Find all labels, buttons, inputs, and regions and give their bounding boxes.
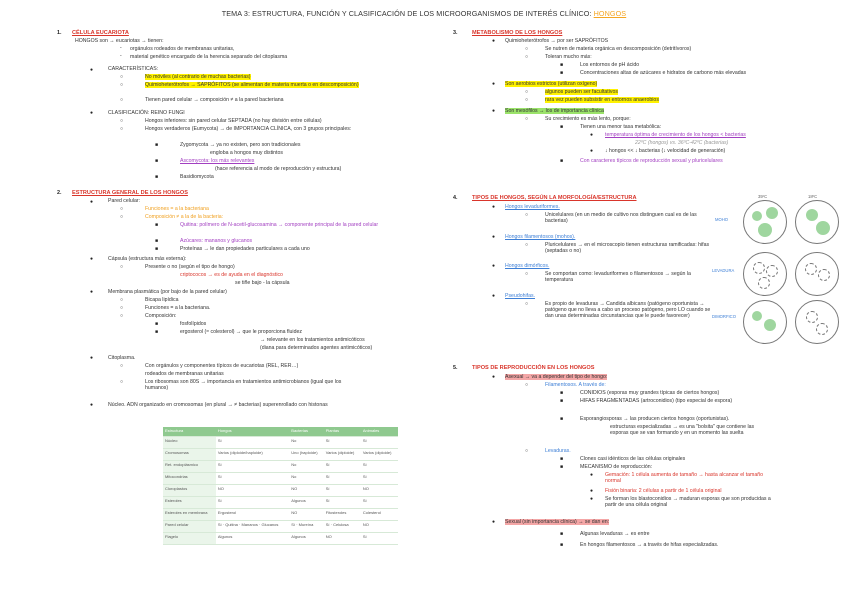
text-line: Funciones = a la bacteriana [145,206,209,212]
table-cell: Sí [361,437,398,449]
table-cell: Esteroles en membrana [163,509,216,521]
text-line: rodeados de membranas unitarias [145,371,224,377]
text-line: Bicapa lipídica [145,297,179,303]
text-line: Azúcares: mananos y glucanos [180,238,253,244]
section-number: 3. [453,30,458,36]
table-cell: Sí [361,533,398,545]
text-line: Citoplasma. [108,355,136,361]
table-cell: Esteroles [163,497,216,509]
text-line: Composición ≠ a la de la bacteria: [145,214,224,220]
table-cell: Algunos [289,497,323,509]
table-cell: NO [324,533,361,545]
text-line: MECANISMO de reproducción: [580,464,653,470]
text-line: Se comportan como: levaduriformes o filamentosos → según la temperatura [545,271,691,283]
table-cell: NO [216,485,289,497]
text-line: (hace referencia al modo de reproducción y estructura) [215,166,342,172]
text-line: ergosterol (≈ colesterol) → que le proporciona fluidez [180,329,302,335]
text-line: Los ribosomas son 80S → importancia en tratamientos antimicrobianos (igual que los humanos) [145,379,342,391]
text-line: Funciones = a la bacteriana. [145,305,211,311]
document-page: TEMA 3: ESTRUCTURA, FUNCIÓN Y CLASIFICACIÓN DE LOS MICROORGANISMOS DE INTERÉS CLÍNICO: HONGOS 1. CÉLULA EUCARIOTA HONGOS son → eucariotas → tienen: - orgánulos rodeados de membranas unitarias, - material genético encargado de la herencia separado del citoplasma ● CARACTERÍSTICAS: ○ No móviles (al contrario de muchas bacterias) ○ Quimioheterótrofos → SAPRÓFITOS (se alimentan de materia muerta o en descomposición) ○ Tienen pared celular → composición ≠ a la pared bacteriana ● CLASIFICACIÓN: REINO FUNGI ○ Hongos inferiores: sin pared celular SEPTADA (no hay división entre células) ○ Hongos verdaderos (Eumycota) → de IMPORTANCIA CLÍNICA, con 3 grupos principales: ■ Zygomycota → ya no existen, pero son tradicionales engloba a hongos muy distintos ■ Ascomycota: los más relevantes (hace referencia al modo de reproducción y estructura) ■ Basidiomycota 2. ESTRUCTURA GENERAL DE LOS HONGOS ● Pared celular: ○ Funciones = a la bacteriana ○ Composición ≠ a la de la bacteria: ■ Quitina: polímero de N-acetil-glucosamina → componente principal de la pared celular ■ Azúcares: mananos y glucanos ■ Proteínas → le dan propiedades particulares a cada uno ● Cápsula (estructura más externa): ○ Presente o no (según el tipo de hongo) criptococos → es de ayuda en el diagnóstico se tiñe bajo - la cápsula ● Membrana plasmática (por bajo de la pared celular) ○ Bicapa lipídica ○ Funciones = a la bacteriana. ○ Composición: ■ fosfolípidos ■ ergosterol (≈ colesterol) → que le proporciona fluidez → relevante en los tratamientos antimicóticos (diana para determinados agentes antimicóticos) ● Citoplasma. ○ Con orgánulos y componentes típicos de eucariotas (REL, RER…) rodeados de membranas unitarias ○ Los ribosomas son 80S → importancia en tratamientos antimicrobianos (igual que los humanos) ● Núcleo. ADN organizado en cromosomas (en plural → ≠ bacterias) superenrollado con histonas Estructura Hongos Bacterias Plantas Animales Núcleo Sí No Sí Sí Cromosomas Varios (diploide/haploide) Uno (haploide) Varios (diploide) Varios (diploide) Ret. endoplásmico Sí No Sí Sí Mitocondrias Sí No Sí Sí Cloroplastos NO NO Sí NO Esteroles Sí Algunos Sí Sí Esteroles en membrana Ergosterol NO Fitosteroles Colesterol Pared celular Sí · Quitina · Mananos · Glucanos Sí · Mureína Sí · Celulosa NO Flagelo Algunos Algunos NO Sí 3. METABOLISMO DE LOS HONGOS ● Quimioheterótrofos → por ser SAPRÓFITOS ○ Se nutren de materia orgánica en descomposición (detritívoros) ○ Toleran mucho más: ■ Los entornos de pH ácido ■ Concentraciones altas de azúcares e hidratos de carbono más elevadas ● Son aerobios estrictos (utilizan oxígeno) ○ algunos pueden ser facultativos ○ rara vez pueden subsistir en entornos anaerobios ● Son mesófilos → los de importancia clínica ○ Su crecimiento es más lento, porque: ■ Tienen una menor tasa metabólica: ● temperatura óptima de crecimiento de los hongos < bacterias 22ºC (hongos) vs. 36ºC-42ºC (bacterias) ● ↓ hongos << ↓ bacterias (↓ velocidad de generación) ■ Con caracteres típicos de reproducción sexual y pluricelulares 4. TIPOS DE HONGOS, SEGÚN LA MORFOLOGÍA/ESTRUCTURA ● Hongos levaduriformes. ○ Unicelulares (en un medio de cultivo nos distinguen cual es de las bacterias) ● Hongos filamentosos (mohos). ○ Pluricelulares → en el microscopio tienen estructuras ramificadas: hifas (septadas o no) ● Hongos dimórficos. ○ Se comportan como: levaduriformes o filamentosos → según la temperatura ● Pseudohifas. ○ Es propio de levaduras → Candida albicans (patógeno oportunista → patógeno que no lleva a cabo un proceso patógeno, pero LO cuando se dan unas determinadas circunstancias que le puede favorecer) 35ºC 18ºC MOHO LEVADURA DIMORFICO 5. TIPOS DE REPRODUCCIÓN EN LOS HONGOS ● Asexual → va a depender del tipo de hongo: ○ Filamentosos. A través de: ■ CONIDIOS (esporas muy grandes típicas de ciertos hongos) ■ HIFAS FRAGMENTADAS (artroconidios) (tipo especial de espora) ■ Esporangiosporas → las producen ciertos hongos (oportunistas). estructuras especializadas → es una "bolsita" que contiene las esporas que se van formando y en un momento las suelta ○ Levaduras. ■ Clones casi idénticos de las células originales ■ MECANISMO de reproducción: ● Gemación: 1 célula aumenta de tamaño → hasta alcanzar el tamaño normal ● Fisión binaria: 2 células a partir de 1 célula original ● Se forman los blastoconidios → maduran esporas que son producidas a partir de una célula original ● Sexual (sin importancia clínica) → se dan en: ■ Algunas levaduras → es entre ■ En hongos filamentosos → a través de hifas especializadas. [0,0,848,600]
table-row [163,533,398,545]
section-1-title: CÉLULA EUCARIOTA [72,30,129,36]
text-line: orgánulos rodeados de membranas unitarias, [130,46,235,52]
table-cell: Sí [216,461,289,473]
fig-label: 35ºC [758,194,768,199]
section-number: 1. [57,30,62,36]
text-line: (diana para determinados agentes antimicóticos) [260,345,373,351]
fig-label: 18ºC [808,194,818,199]
text-line: Sexual (sin importancia clínica) → se dan en: [505,519,610,525]
text-line: Quimioheterótrofos → por ser SAPRÓFITOS [505,38,609,44]
table-cell: Sí [324,473,361,485]
table-cell: No [289,461,323,473]
text-line: Zygomycota → ya no existen, pero son tradicionales [180,142,301,148]
text-line: Hongos levaduriformes. [505,204,560,210]
text-line: material genético encargado de la herencia separado del citoplasma [130,54,288,60]
text-line: Es propio de levaduras → Candida albicans (patógeno oportunista → patógeno que no lleva a cabo un proceso patógeno, pero LO cuando se dan unas determinadas circunstancias que le puede favorecer) [545,301,711,319]
text-line: Asexual → va a depender del tipo de hongo: [505,374,608,380]
text-line: Hongos dimórficos. [505,263,550,269]
text-line: Composición: [145,313,177,319]
text-line: Su crecimiento es más lento, porque: [545,116,631,122]
table-row [163,437,398,449]
text-line: Quitina: polímero de N-acetil-glucosamina → componente principal de la pared celular [180,222,379,228]
table-cell: NO [289,509,323,521]
table-row [163,497,398,509]
text-line: Presente o no (según el tipo de hongo) [145,264,235,270]
table-cell: Algunos [289,533,323,545]
text-line: → relevante en los tratamientos antimicóticos [260,337,365,343]
table-cell: Fitosteroles [324,509,361,521]
text-line: Con caracteres típicos de reproducción sexual y pluricelulares [580,158,723,164]
table-cell: Cloroplastos [163,485,216,497]
petri-dish-icon [795,300,839,344]
table-cell: Sí [361,461,398,473]
table-cell: No [289,437,323,449]
table-header-row: Estructura Hongos Bacterias Plantas Animales [163,427,398,437]
table-cell: Varios (diploide/haploide) [216,449,289,461]
text-line: algunos pueden ser facultativos [545,89,618,95]
table-cell: Varios (diploide) [324,449,361,461]
text-line: Son mesófilos → los de importancia clínica [505,108,604,114]
text-line: Se forman los blastoconidios → maduran esporas que son producidas a partir de una célula original [605,496,771,508]
fig-label: DIMORFICO [712,314,736,319]
petri-dish-icon [743,300,787,344]
section-3-title: METABOLISMO DE LOS HONGOS [472,30,563,36]
table-cell: Pared celular [163,521,216,533]
text-line: estructuras especializadas → es una "bolsita" que contiene las esporas que se van formando y en un momento las suelta [610,424,755,436]
table-cell: Sí [216,473,289,485]
table-cell: Cromosomas [163,449,216,461]
text-line: se tiñe bajo - la cápsula [235,280,290,286]
text-line: Algunas levaduras → es entre [580,531,650,537]
text-line: Hongos verdaderos (Eumycota) → de IMPORTANCIA CLÍNICA, con 3 grupos principales: [145,126,352,132]
section-number: 5. [453,365,458,371]
text-line: Se nutren de materia orgánica en descomposición (detritívoros) [545,46,692,52]
text-line: Fisión binaria: 2 células a partir de 1 célula original [605,488,722,494]
text-line: Levaduras. [545,448,571,454]
text-line: CLASIFICACIÓN: REINO FUNGI [108,110,185,116]
section-4-title: TIPOS DE HONGOS, SEGÚN LA MORFOLOGÍA/ESTRUCTURA [472,195,637,201]
table-cell: Sí [324,437,361,449]
text-line: ↓ hongos << ↓ bacterias (↓ velocidad de generación) [605,148,726,154]
text-line: Pseudohifas. [505,293,535,299]
text-line: Ascomycota: los más relevantes [180,158,255,164]
text-line: rara vez pueden subsistir en entornos anaerobios [545,97,659,103]
text-line: Son aerobios estrictos (utilizan oxígeno) [505,81,598,87]
text-line: Pared celular: [108,198,141,204]
text-line: Hongos filamentosos (mohos). [505,234,576,240]
text-line: Hongos inferiores: sin pared celular SEPTADA (no hay división entre células) [145,118,322,124]
text-line: CONIDIOS (esporas muy grandes típicas de ciertos hongos) [580,390,720,396]
text-line: Tienen una menor tasa metabólica: [580,124,662,130]
fig-label: LEVADURA [712,268,735,273]
section-2-title: ESTRUCTURA GENERAL DE LOS HONGOS [72,190,188,196]
text-line: CARACTERÍSTICAS: [108,66,159,72]
table-cell: Sí [216,497,289,509]
table-cell: Sí [324,497,361,509]
table-cell: Sí · Quitina · Mananos · Glucanos [216,521,289,533]
table-cell: NO [289,485,323,497]
text-line: criptococos → es de ayuda en el diagnóstico [180,272,283,278]
text-line: Tienen pared celular → composición ≠ a la pared bacteriana [145,97,284,103]
table-cell: NO [361,485,398,497]
section-number: 2. [57,190,62,196]
text-line: Núcleo. ADN organizado en cromosomas (en plural → ≠ bacterias) superenrollado con histonas [108,402,328,408]
fig-label: MOHO [715,217,729,222]
title-highlight: HONGOS [593,9,627,18]
text-line: Con orgánulos y componentes típicos de eucariotas (REL, RER…) [145,363,299,369]
text-line: engloba a hongos muy distintos [210,150,283,156]
table-cell: Colesterol [361,509,398,521]
table-cell: Sí [324,485,361,497]
text-line: Concentraciones altas de azúcares e hidratos de carbono más elevadas [580,70,747,76]
table-cell: Flagelo [163,533,216,545]
section-number: 4. [453,195,458,201]
table-cell: Núcleo [163,437,216,449]
text-line: Cápsula (estructura más externa): [108,256,187,262]
table-cell: Ret. endoplásmico [163,461,216,473]
petri-dish-icon [795,252,839,296]
table-cell: No [289,473,323,485]
table-row [163,449,398,461]
table-cell: Algunos [216,533,289,545]
text-line: Quimioheterótrofos → SAPRÓFITOS (se alimentan de materia muerta o en descomposición) [145,82,359,88]
petri-dish-icon [743,200,787,244]
table-cell: Ergosterol [216,509,289,521]
table-cell: Sí · Celulosa [324,521,361,533]
text-line: HONGOS son → eucariotas → tienen: [75,38,164,44]
table-cell: Sí [361,497,398,509]
text-line: Toleran mucho más: [545,54,592,60]
text-line: Membrana plasmática (por bajo de la pared celular) [108,289,227,295]
text-line: HIFAS FRAGMENTADAS (artroconidios) (tipo especial de espora) [580,398,733,404]
text-line: En hongos filamentosos → a través de hifas especializadas. [580,542,719,548]
text-line: Filamentosos. A través de: [545,382,606,388]
table-row [163,521,398,533]
petri-dish-icon [743,252,787,296]
comparison-table [163,427,398,545]
text-line: Esporangiosporas → las producen ciertos hongos (oportunistas). [580,416,730,422]
text-line: Clones casi idénticos de las células originales [580,456,686,462]
title-text: TEMA 3: ESTRUCTURA, FUNCIÓN Y CLASIFICACIÓN DE LOS MICROORGANISMOS DE INTERÉS CLÍNICO: [221,9,594,18]
petri-dish-icon [795,200,839,244]
table-cell: NO [361,521,398,533]
text-line: Gemación: 1 célula aumenta de tamaño → hasta alcanzar el tamaño normal [605,472,764,484]
text-line: Proteínas → le dan propiedades particulares a cada uno [180,246,310,252]
text-line: Unicelulares (en un medio de cultivo nos distinguen cual es de las bacterias) [545,212,697,224]
table-row [163,485,398,497]
table-row [163,473,398,485]
text-line: fosfolípidos [180,321,207,327]
table-cell: Uno (haploide) [289,449,323,461]
table-cell: Sí [361,473,398,485]
section-5-title: TIPOS DE REPRODUCCIÓN EN LOS HONGOS [472,365,595,371]
table-cell: Mitocondrias [163,473,216,485]
table-row [163,509,398,521]
text-line: temperatura óptima de crecimiento de los hongos < bacterias [605,132,746,138]
table-row [163,461,398,473]
table-cell: Varios (diploide) [361,449,398,461]
text-line: Basidiomycota [180,174,214,180]
text-line: Pluricelulares → en el microscopio tienen estructuras ramificadas: hifas (septadas o no) [545,242,710,254]
table-cell: Sí [324,461,361,473]
page-title [0,9,848,18]
table-cell: Sí · Mureína [289,521,323,533]
text-line: 22ºC (hongos) vs. 36ºC-42ºC (bacterias) [635,140,729,146]
text-line: No móviles (al contrario de muchas bacterias) [145,74,251,80]
table-cell: Sí [216,437,289,449]
text-line: Los entornos de pH ácido [580,62,640,68]
